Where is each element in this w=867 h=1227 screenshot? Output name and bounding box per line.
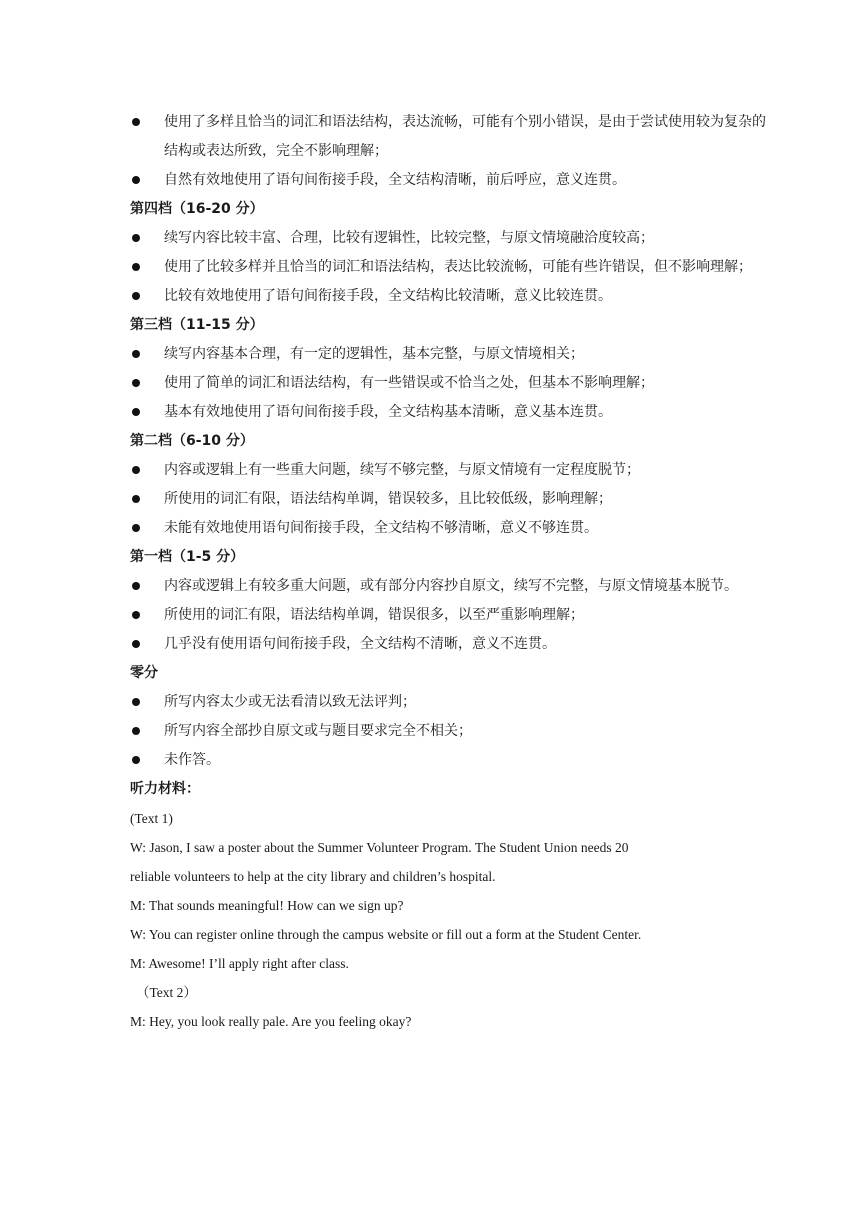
bullet-dot-icon [132,350,140,358]
bullet-dot-icon [132,582,140,590]
bullet-dot-icon [132,524,140,532]
level-heading: 第三档（11-15 分） [130,317,264,333]
bullet-item [130,630,776,659]
bullet-text: 使用了多样且恰当的词汇和语法结构，表达流畅，可能有个别小错误，是由于尝试使用较为复杂的结构或表达所致，完全不影响理解； [164,114,766,159]
bullet-item [130,717,776,746]
dialog-line: W: Jason, I saw a poster about the Summer Volunteer Program. The Student Union needs 20 [130,840,629,855]
level-heading: 第二档（6-10 分） [130,433,254,449]
bullet-dot-icon [132,176,140,184]
bullet-item [130,398,776,427]
level-one-section [0,543,867,659]
dialog-line: M: Hey, you look really pale. Are you feeling okay? [130,1014,412,1029]
bullet-text: 未作答。 [164,752,220,768]
bullet-dot-icon [132,263,140,271]
dialog-line: reliable volunteers to help at the city library and children’s hospital. [130,869,496,884]
bullet-text: 基本有效地使用了语句间衔接手段，全文结构基本清晰，意义基本连贯。 [164,404,612,420]
level-heading: 零分 [130,665,158,681]
bullet-dot-icon [132,292,140,300]
bullet-item [130,746,776,775]
bullet-dot-icon [132,234,140,242]
level-heading: 第四档（16-20 分） [130,201,264,217]
level-four-section [0,195,867,311]
dialog-line: M: That sounds meaningful! How can we sign up? [130,898,404,913]
bullet-item [130,282,776,311]
bullet-dot-icon [132,118,140,126]
intro-bullets [0,108,867,195]
level-heading: 第一档（1-5 分） [130,549,245,565]
bullet-item [130,485,776,514]
bullet-item [130,514,776,543]
bullet-item [130,166,776,195]
dialog-line: (Text 1) [130,811,173,826]
bullet-text: 所使用的词汇有限，语法结构单调，错误很多，以至严重影响理解； [164,607,584,623]
bullet-text: 使用了简单的词汇和语法结构，有一些错误或不恰当之处，但基本不影响理解； [164,375,654,391]
bullet-text: 所写内容太少或无法看清以致无法评判； [164,694,416,710]
zero-score-section [0,659,867,775]
bullet-text: 内容或逻辑上有较多重大问题，或有部分内容抄自原文，续写不完整，与原文情境基本脱节。 [164,578,738,594]
bullet-dot-icon [132,495,140,503]
bullet-dot-icon [132,640,140,648]
bullet-dot-icon [132,698,140,706]
bullet-text: 续写内容基本合理，有一定的逻辑性，基本完整，与原文情境相关； [164,346,584,362]
bullet-dot-icon [132,408,140,416]
top-margin [0,0,867,108]
bullet-text: 使用了比较多样并且恰当的词汇和语法结构，表达比较流畅，可能有些许错误，但不影响理解； [164,259,752,275]
bullet-item [130,224,776,253]
bullet-dot-icon [132,727,140,735]
bullet-dot-icon [132,379,140,387]
bullet-dot-icon [132,756,140,764]
bullet-dot-icon [132,466,140,474]
dialog-line: M: Awesome! I’ll apply right after class. [130,956,349,971]
bullet-text: 所写内容全部抄自原文或与题目要求完全不相关； [164,723,472,739]
bullet-item [130,572,776,601]
bullet-item [130,108,776,166]
bullet-text: 比较有效地使用了语句间衔接手段，全文结构比较清晰，意义比较连贯。 [164,288,612,304]
bullet-dot-icon [132,611,140,619]
bullet-item [130,340,776,369]
level-two-section [0,427,867,543]
dialog-line: （Text 2） [136,985,197,1000]
bullet-text: 所使用的词汇有限，语法结构单调，错误较多，且比较低级，影响理解； [164,491,612,507]
bullet-item [130,688,776,717]
bullet-text: 几乎没有使用语句间衔接手段，全文结构不清晰，意义不连贯。 [164,636,556,652]
bullet-item [130,456,776,485]
bullet-text: 未能有效地使用语句间衔接手段，全文结构不够清晰，意义不够连贯。 [164,520,598,536]
bullet-item [130,253,776,282]
listening-heading: 听力材料： [130,781,200,797]
dialog-line: W: You can register online through the campus website or fill out a form at the Student Center. [130,927,642,942]
listening-section [0,775,867,1036]
bullet-text: 自然有效地使用了语句间衔接手段，全文结构清晰，前后呼应，意义连贯。 [164,172,626,188]
bullet-item [130,601,776,630]
bullet-text: 内容或逻辑上有一些重大问题，续写不够完整，与原文情境有一定程度脱节； [164,462,640,478]
bullet-text: 续写内容比较丰富、合理，比较有逻辑性，比较完整，与原文情境融洽度较高； [164,230,654,246]
bullet-item [130,369,776,398]
level-three-section [0,311,867,427]
